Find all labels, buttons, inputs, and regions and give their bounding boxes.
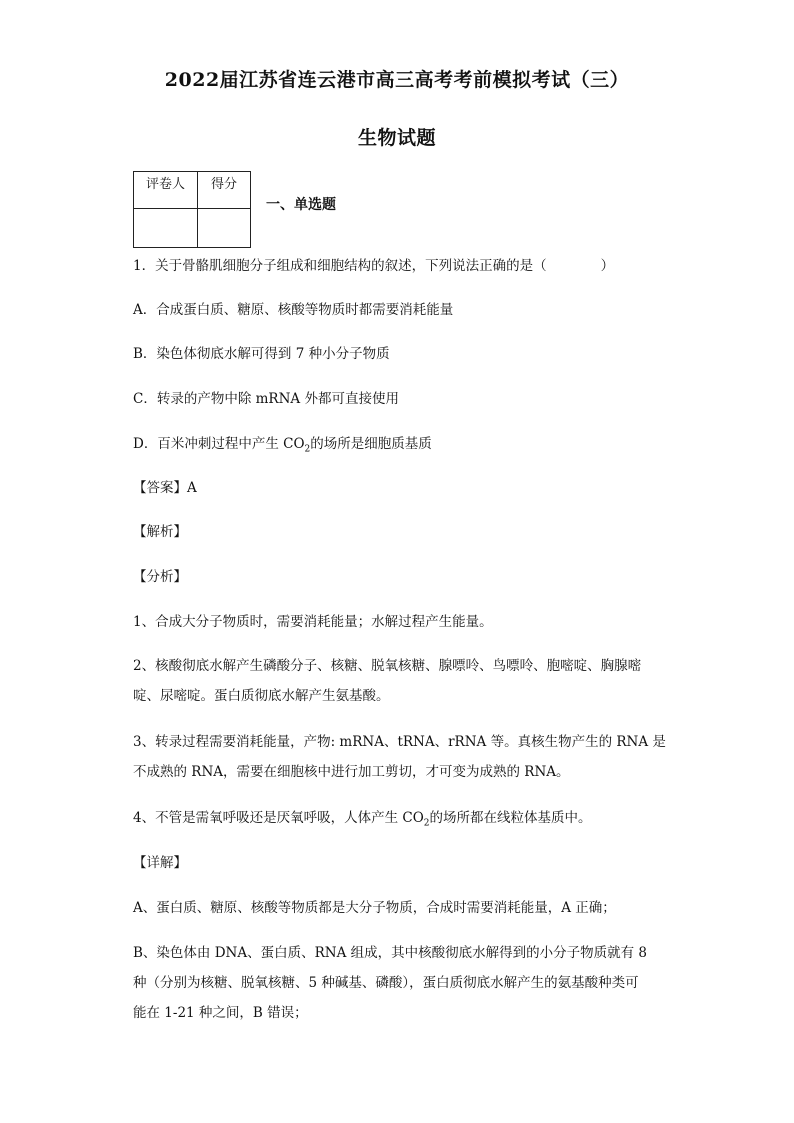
fenxi-label: 【分析】 <box>133 569 187 585</box>
detail-a: A、蛋白质、糖原、核酸等物质都是大分子物质，合成时需要消耗能量，A 正确； <box>133 900 616 916</box>
analysis-point-2-line-1: 2、核酸彻底水解产生磷酸分子、核糖、脱氧核糖、腺嘌呤、鸟嘌呤、胞嘧啶、胸腺嘧 <box>133 658 642 674</box>
question-stem: 1．关于骨骼肌细胞分子组成和细胞结构的叙述，下列说法正确的是（ ） <box>133 258 615 274</box>
option-c: C．转录的产物中除 mRNA 外都可直接使用 <box>133 391 399 407</box>
analysis-label: 【解析】 <box>133 524 187 540</box>
analysis-point-3-line-2: 不成熟的 RNA，需要在细胞核中进行加工剪切，才可变为成熟的 RNA。 <box>133 764 570 780</box>
grader-header: 评卷人 <box>134 172 198 209</box>
detail-b-line-1: B、染色体由 DNA、蛋白质、RNA 组成，其中核酸彻底水解得到的小分子物质就有 8 <box>133 945 647 961</box>
option-d-subscript: 2 <box>304 444 311 455</box>
analysis-point-4-text: 4、不管是需氧呼吸还是厌氧呼吸，人体产生 CO <box>133 810 424 826</box>
score-header: 得分 <box>198 172 251 209</box>
score-table <box>133 171 251 248</box>
analysis-point-4-text-end: 的场所都在线粒体基质中。 <box>429 810 592 826</box>
analysis-point-1: 1、合成大分子物质时，需要消耗能量；水解过程产生能量。 <box>133 614 493 630</box>
answer-label: 【答案】A <box>133 480 197 496</box>
option-d <box>133 431 663 457</box>
analysis-point-4-subscript: 2 <box>423 818 430 829</box>
option-d-text: D．百米冲刺过程中产生 CO <box>133 436 305 452</box>
detail-label: 【详解】 <box>133 855 187 871</box>
document-title: 2022届江苏省连云港市高三高考考前模拟考试（三） <box>164 69 630 91</box>
document-subtitle: 生物试题 <box>357 127 436 149</box>
analysis-point-2-line-2: 啶、尿嘧啶。蛋白质彻底水解产生氨基酸。 <box>133 688 390 704</box>
score-cell <box>198 209 251 248</box>
section-heading: 一、单选题 <box>266 197 336 213</box>
detail-b-line-2: 种（分别为核糖、脱氧核糖、5 种碱基、磷酸），蛋白质彻底水解产生的氨基酸种类可 <box>133 975 639 991</box>
analysis-point-3-line-1: 3、转录过程需要消耗能量，产物: mRNA、tRNA、rRNA 等。真核生物产生的 RNA 是 <box>133 734 666 750</box>
option-d-text-end: 的场所是细胞质基质 <box>310 436 432 452</box>
option-b: B．染色体彻底水解可得到 7 种小分子物质 <box>133 346 390 362</box>
detail-b-line-3: 能在 1-21 种之间，B 错误； <box>133 1005 308 1021</box>
grader-cell <box>134 209 198 248</box>
option-a: A．合成蛋白质、糖原、核酸等物质时都需要消耗能量 <box>133 302 454 318</box>
analysis-point-4 <box>133 805 663 831</box>
